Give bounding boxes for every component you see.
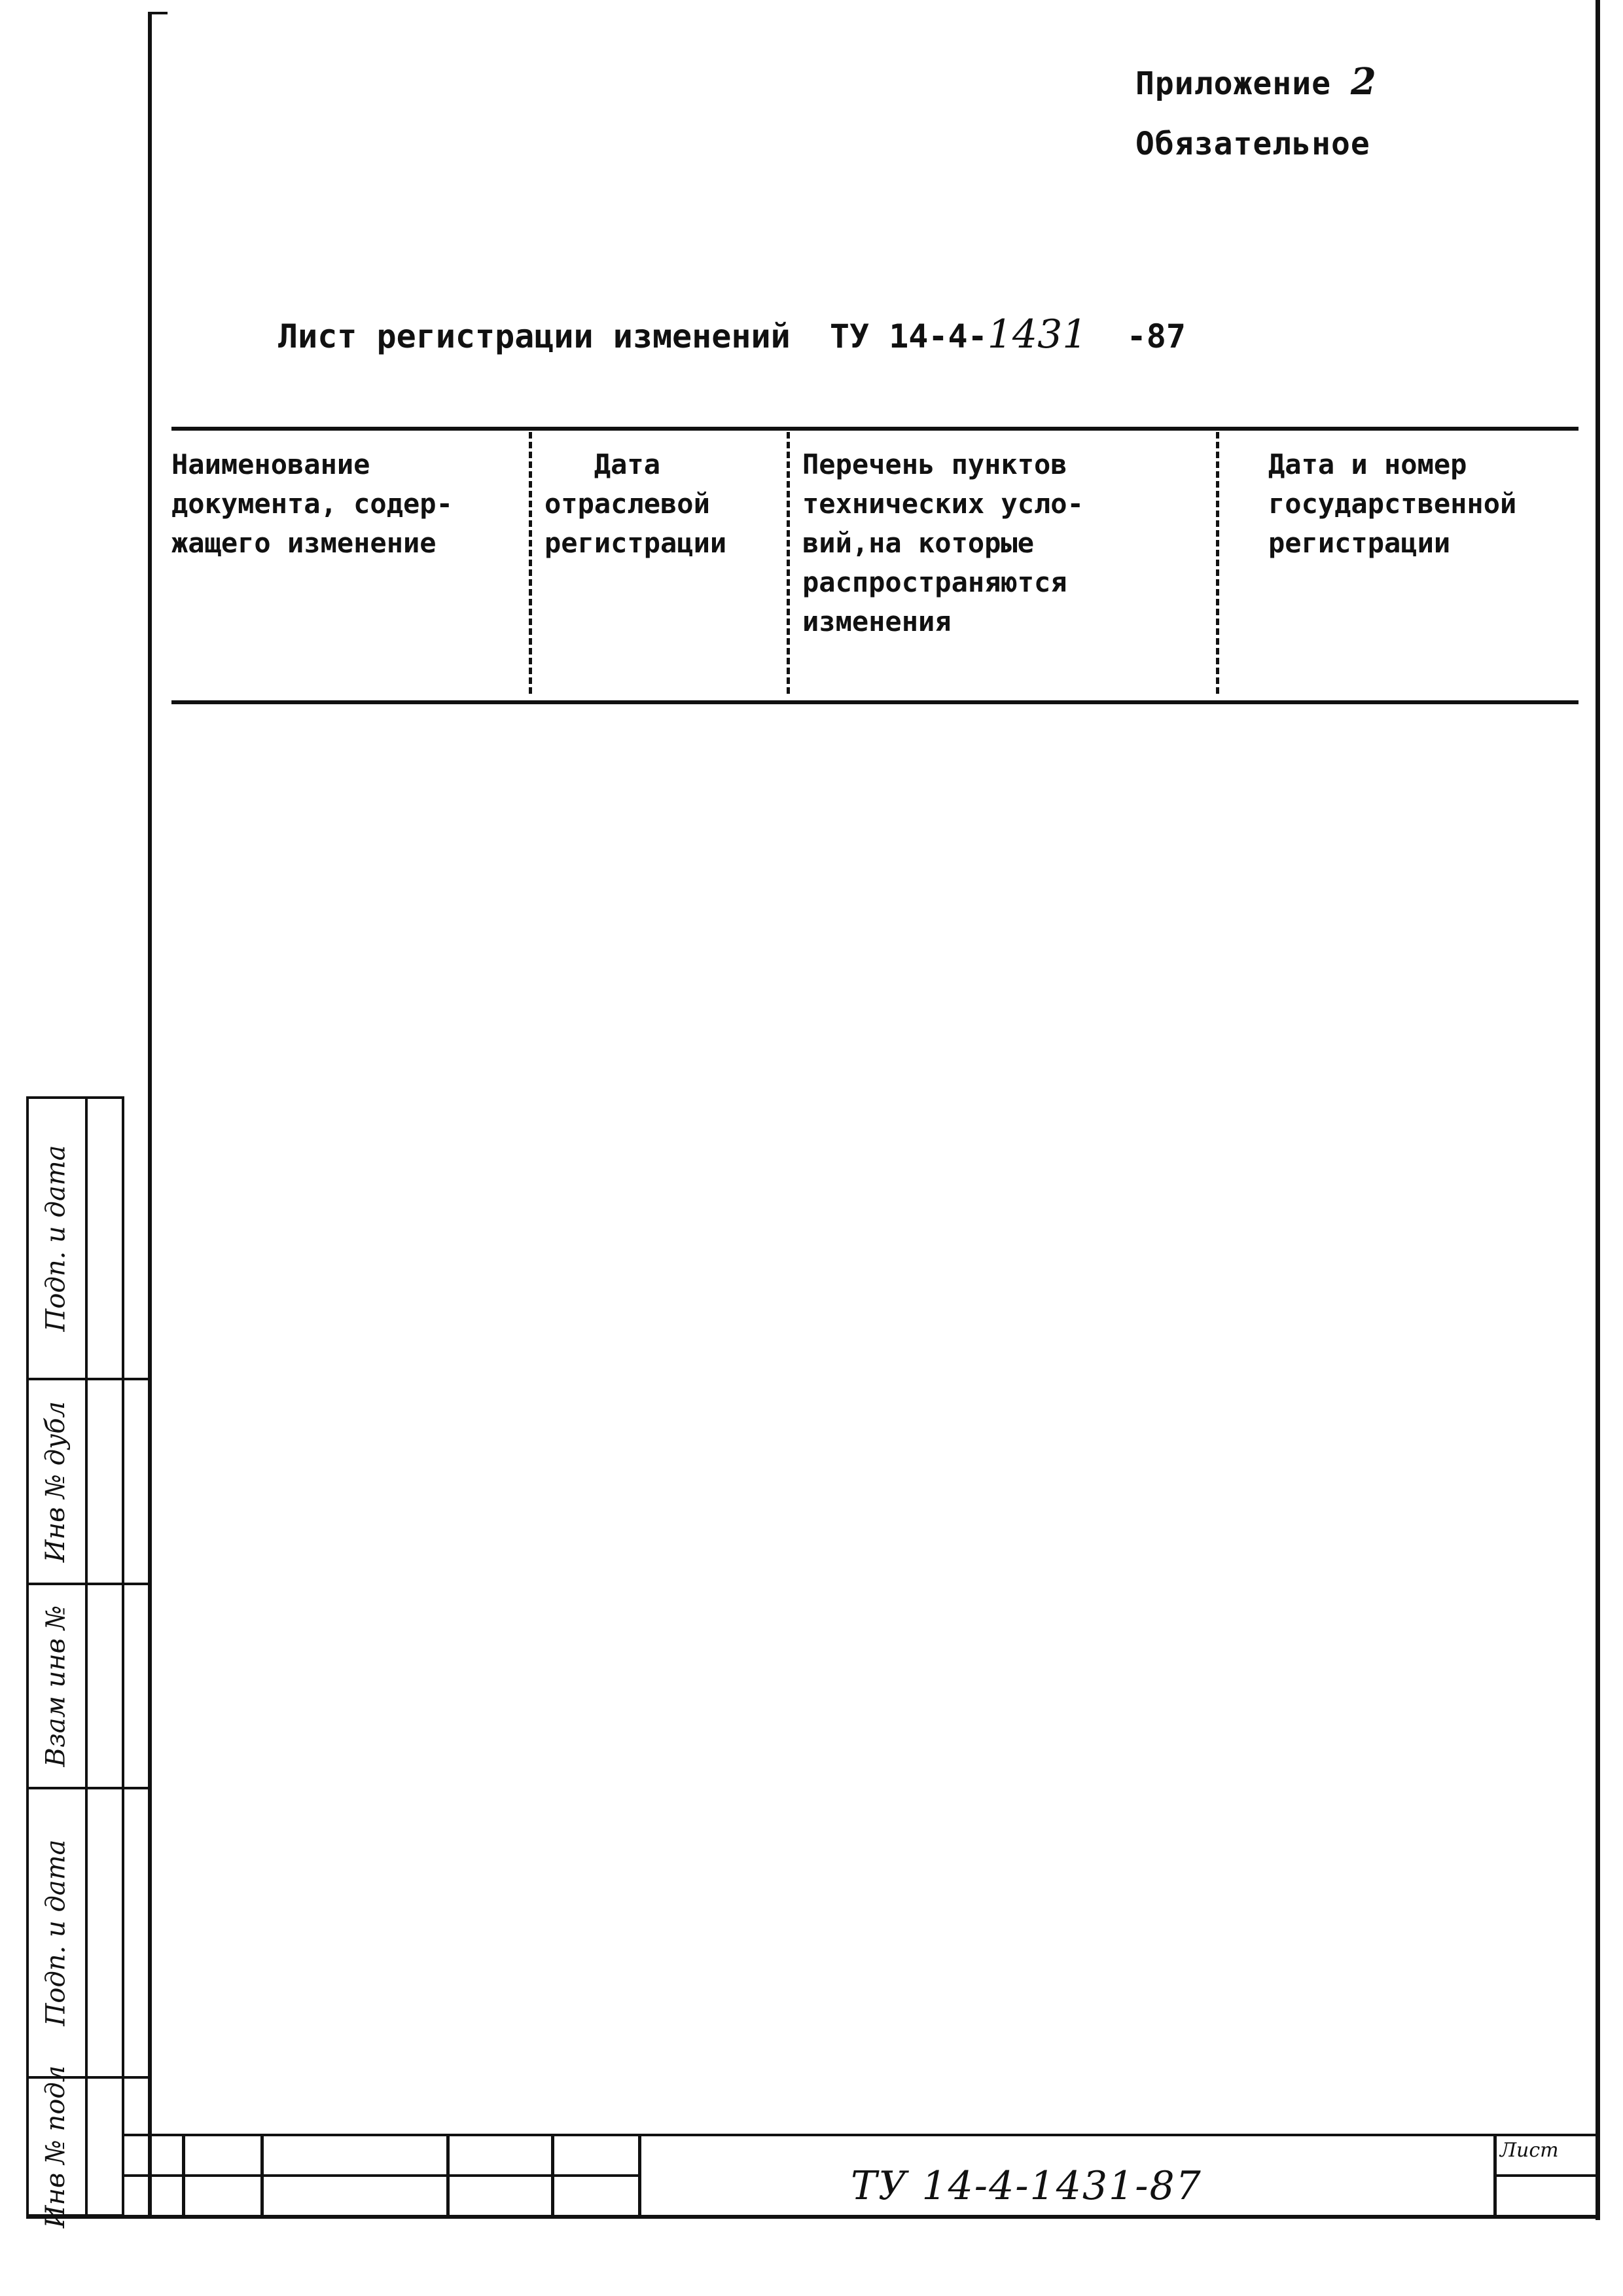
side-label-replacement-inventory: Взам инв №: [41, 1605, 71, 1767]
title-block-sheet-rule: [1493, 2174, 1598, 2177]
title-block-sheet-label: Лист: [1500, 2139, 1559, 2162]
table-column-divider: [529, 432, 532, 694]
title-code-prefix: ТУ 14-4-: [829, 317, 988, 355]
side-stamp-divider: [85, 1096, 88, 2217]
title-block-divider: [638, 2134, 641, 2216]
title-code-number: 1431: [987, 312, 1088, 357]
title-block-document-code: ТУ 14-4-1431-87: [851, 2163, 1202, 2209]
side-label-signature-date: Подп. и дата: [41, 1145, 71, 1332]
appendix-number: 2: [1350, 60, 1377, 103]
title-block-divider: [446, 2134, 450, 2216]
document-title: [278, 312, 1186, 357]
table-bottom-rule: [171, 700, 1578, 704]
title-block-mid-rule: [124, 2174, 641, 2177]
appendix-heading: [1135, 60, 1377, 103]
title-block-divider: [182, 2134, 185, 2216]
title-block-divider: [260, 2134, 264, 2216]
column-header-affected-clauses: Перечень пунктов технических усло- вий,на которые распространяются изменения: [802, 448, 1084, 637]
title-block-top-rule: [124, 2134, 1597, 2136]
table-top-rule: [171, 427, 1578, 431]
table-column-divider: [787, 432, 790, 694]
side-label-duplicate-inventory: Инв № дубл: [41, 1401, 71, 1562]
title-block-divider: [551, 2134, 554, 2216]
column-header-document-name: Наименование документа, содер- жащего изменение: [171, 448, 453, 559]
table-column-divider: [1216, 432, 1219, 694]
title-code-suffix: -87: [1126, 317, 1186, 355]
column-header-industry-registration-date: Дата отраслевой регистрации: [544, 448, 727, 559]
side-label-signature-date-2: Подп. и дата: [41, 1839, 71, 2026]
frame-left-border: [148, 12, 152, 2216]
side-label-original-inventory: Инв № подл: [41, 2065, 71, 2229]
title-prefix: Лист регистрации изменений: [278, 317, 791, 355]
frame-right-border: [1596, 0, 1600, 2220]
frame-top-tick: [148, 12, 168, 14]
appendix-label: Приложение: [1135, 65, 1331, 102]
appendix-status: Обязательное: [1135, 126, 1370, 162]
column-header-state-registration: Дата и номер государственной регистрации: [1268, 448, 1517, 559]
